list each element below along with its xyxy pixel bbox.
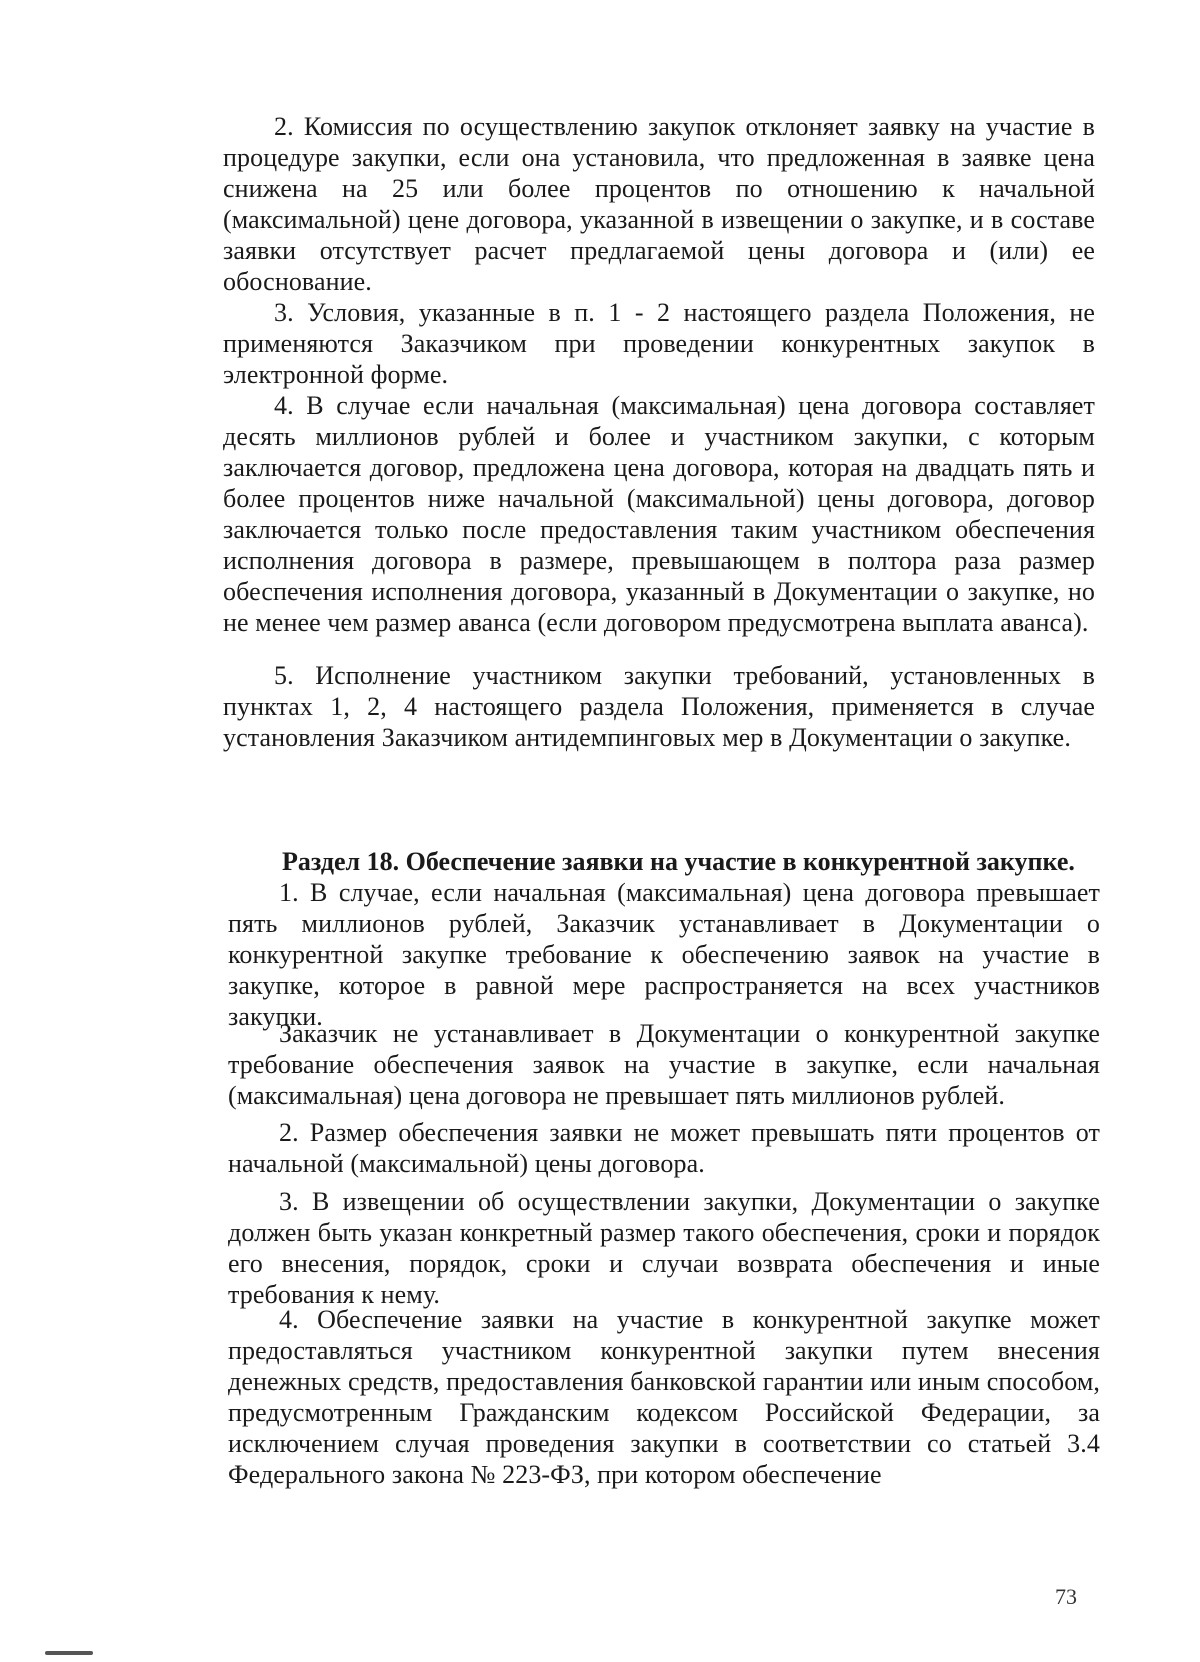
paragraph-2-rejection: 2. Комиссия по осуществлению закупок отклоняет заявку на участие в процедуре закупки, если она установила, что предложенная в заявке цена снижена на 25 или более процентов по отношению к начальной (максимальной) цене договора, указанной в извещении о закупке, и в составе заявки отсутствует расчет предлагаемой цены договора и (или) ее обоснование. [223,112,1095,296]
paragraph-4-security-increase: 4. В случае если начальная (максимальная) цена договора составляет десять миллионов рублей и более и участником закупки, с которым заключается договор, предложена цена договора, которая на двадцать пять и более процентов ниже начальной (максимальной) цены договора, договор заключается только после предоставления таким участником обеспечения исполнения договора в размере, превышающем в полтора раза размер обеспечения исполнения договора, указанный в Документации о закупке, но не менее чем размер аванса (если договором предусмотрена выплата аванса). [223,391,1095,637]
section-18-heading: Раздел 18. Обеспечение заявки на участие в конкурентной закупке. [282,847,1075,876]
paragraph-18-3-notice: 3. В извещении об осуществлении закупки, Документации о закупке должен быть указан конкретный размер такого обеспечения, сроки и порядок его внесения, порядок, сроки и случаи возврата обеспечения и иные требования к нему. [228,1187,1100,1309]
scan-edge-mark [45,1651,93,1655]
page-number: 73 [1055,1584,1077,1609]
paragraph-3-conditions: 3. Условия, указанные в п. 1 - 2 настоящего раздела Положения, не применяются Заказчиком при проведении конкурентных закупок в электронной форме. [223,298,1095,389]
paragraph-18-1-requirement: 1. В случае, если начальная (максимальная) цена договора превышает пять миллионов рублей, Заказчик устанавливает в Документации о конкурентной закупке требование к обеспечению заявок на участие в закупке, которое в равной мере распространяется на всех участников закупки. [228,878,1100,1031]
paragraph-18-2-amount: 2. Размер обеспечения заявки не может превышать пяти процентов от начальной (максимальной) цены договора. [228,1118,1100,1178]
paragraph-5-antidumping: 5. Исполнение участником закупки требований, установленных в пунктах 1, 2, 4 настоящего раздела Положения, применяется в случае установления Заказчиком антидемпинговых мер в Документации о закупке. [223,661,1095,752]
paragraph-18-1-exception: Заказчик не устанавливает в Документации о конкурентной закупке требование обеспечения заявок на участие в закупке, если начальная (максимальная) цена договора не превышает пять миллионов рублей. [228,1019,1100,1110]
paragraph-18-4-methods: 4. Обеспечение заявки на участие в конкурентной закупке может предоставляться участником конкурентной закупки путем внесения денежных средств, предоставления банковской гарантии или иным способом, предусмотренным Гражданским кодексом Российской Федерации, за исключением случая проведения закупки в соответствии со статьей 3.4 Федерального закона № 223-ФЗ, при котором обеспечение [228,1305,1100,1489]
